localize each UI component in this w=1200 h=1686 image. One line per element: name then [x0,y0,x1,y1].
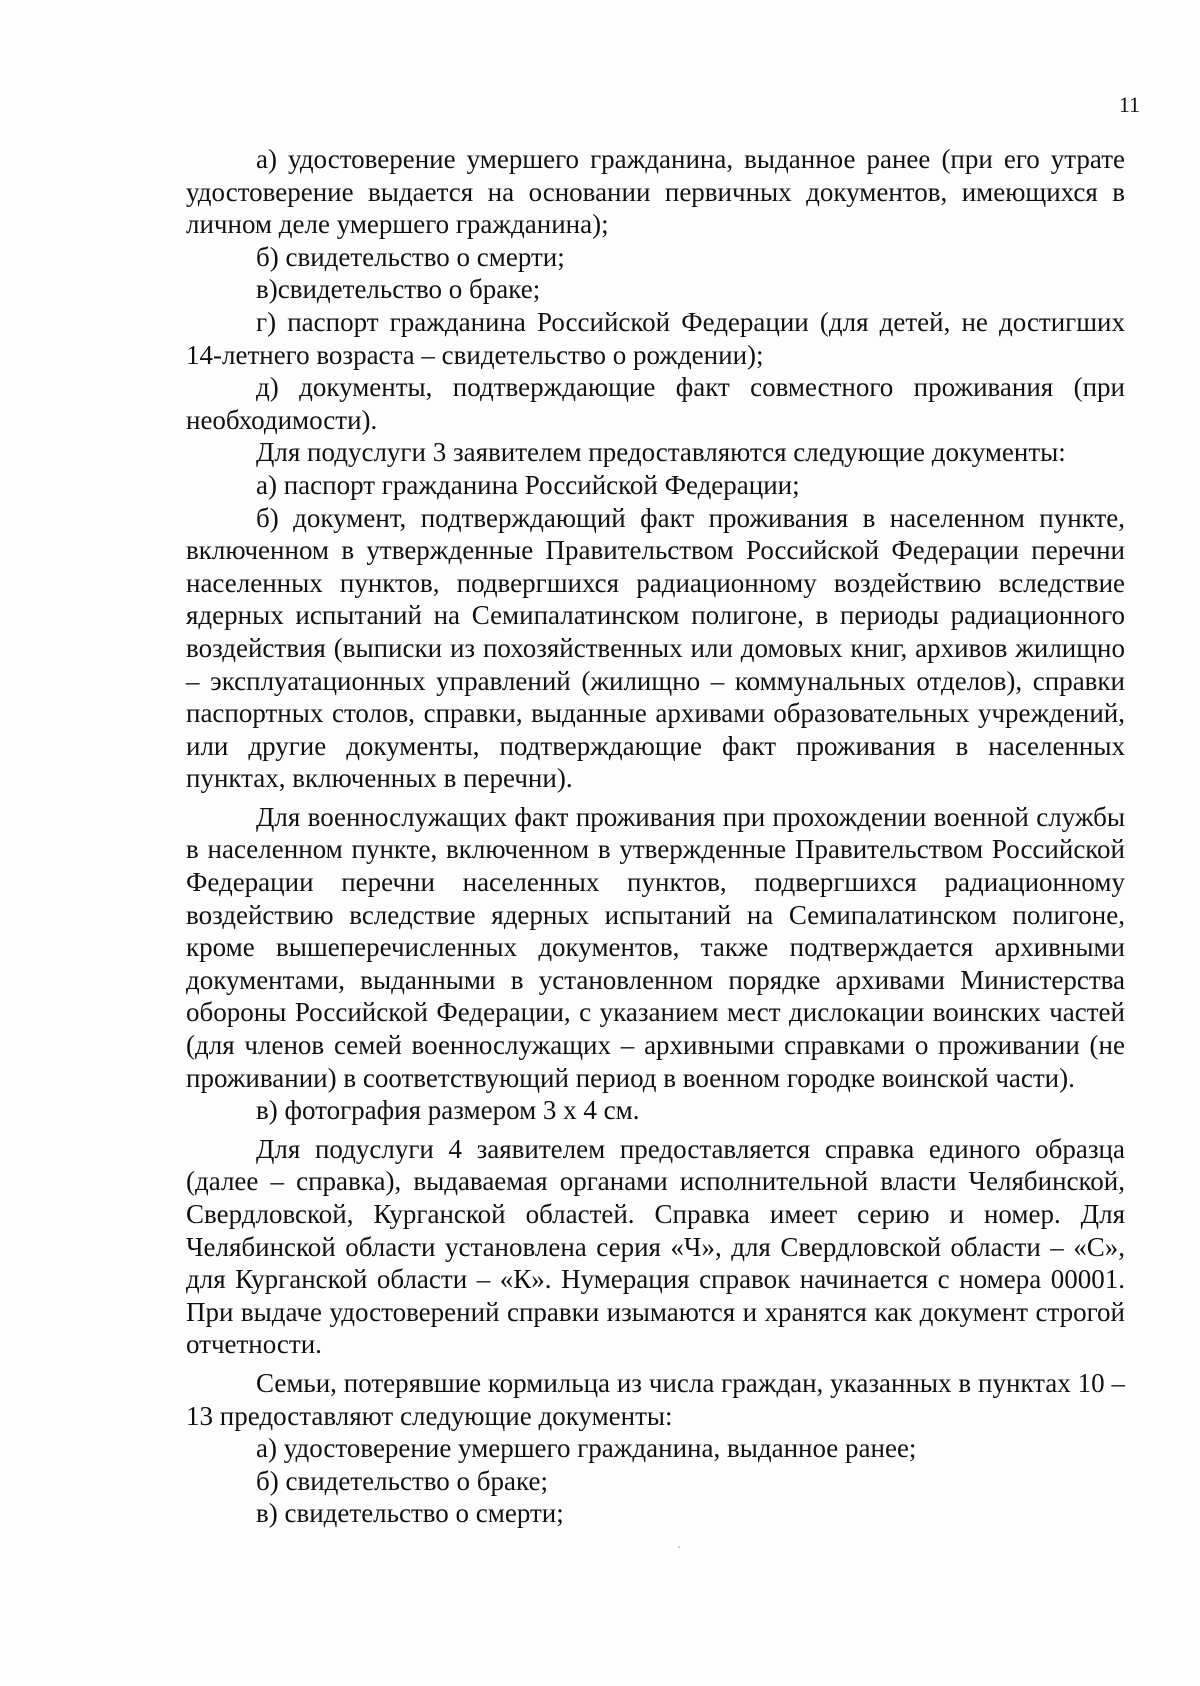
paragraph-death-certificate: б) свидетельство о смерти; [256,241,565,272]
paragraph-subservice-4: Для подуслуги 4 заявителем предоставляется справка единого образца (далее – справка), выдаваемая органами исполнительной власти Челябинской, Свердловской, Курганской областей. Справка имеет серию и номер. Для Челябинской области установлена серия «Ч», для Свердловской области – «С», для Курганской области – «К». Нумерация справок начинается с номера 00001. При выдаче удостоверений справки изымаются и хранятся как документ строгой отчетности. [186,1133,1125,1360]
paragraph-subservice-3-intro: Для подуслуги 3 заявителем предоставляются следующие документы: [256,437,1066,468]
page-number: 11 [1118,92,1140,117]
paragraph-deceased-certificate: а) удостоверение умершего гражданина, выданное ранее (при его утрате удостоверение выдается на основании первичных документов, имеющихся в личном деле умершего гражданина); [186,144,1125,240]
document-body [186,143,1125,1530]
paragraph-families-marriage: б) свидетельство о браке; [256,1465,548,1496]
paragraph-marriage-certificate: в)свидетельство о браке; [256,274,541,305]
paragraph-military-personnel: Для военнослужащих факт проживания при прохождении военной службы в населенном пункте, включенном в утвержденные Правительством Российской Федерации перечни населенных пунктов, подвергшихся радиационному воздействию вследствие ядерных испытаний на Семипалатинском полигоне, кроме вышеперечисленных документов, также подтверждается архивными документами, выданными в установленном порядке архивами Министерства обороны Российской Федерации, с указанием мест дислокации воинских частей (для членов семей военнослужащих – архивными справками о проживании (не проживании) в соответствующий период в военном городке воинской части). [186,801,1125,1093]
paragraph-families-death: в) свидетельство о смерти; [256,1498,564,1529]
paragraph-photo: в) фотография размером 3 х 4 см. [256,1095,640,1126]
paragraph-families-breadwinner: Семьи, потерявшие кормильца из числа граждан, указанных в пунктах 10 – 13 предоставляют следующие документы: [186,1367,1125,1431]
paragraph-passport: г) паспорт гражданина Российской Федерации (для детей, не достигших 14-летнего возраста – свидетельство о рождении); [186,306,1125,370]
paragraph-cohabitation-documents: д) документы, подтверждающие факт совместного проживания (при необходимости). [186,372,1125,435]
paragraph-families-certificate: а) удостоверение умершего гражданина, выданное ранее; [256,1433,917,1464]
paragraph-residence-proof: б) документ, подтверждающий факт проживания в населенном пункте, включенном в утвержденные Правительством Российской Федерации перечни населенных пунктов, подвергшихся радиационному воздействию вследствие ядерных испытаний на Семипалатинском полигоне, в периоды радиационного воздействия (выписки из похозяйственных или домовых книг, архивов жилищно – эксплуатационных управлений (жилищно – коммунальных отделов), справки паспортных столов, справки, выданные архивами образовательных учреждений, или другие документы, подтверждающие факт проживания в населенных пунктах, включенных в перечни). [186,502,1125,794]
scan-speck [678,1546,680,1548]
paragraph-subservice-3-passport: а) паспорт гражданина Российской Федерации; [256,469,800,500]
